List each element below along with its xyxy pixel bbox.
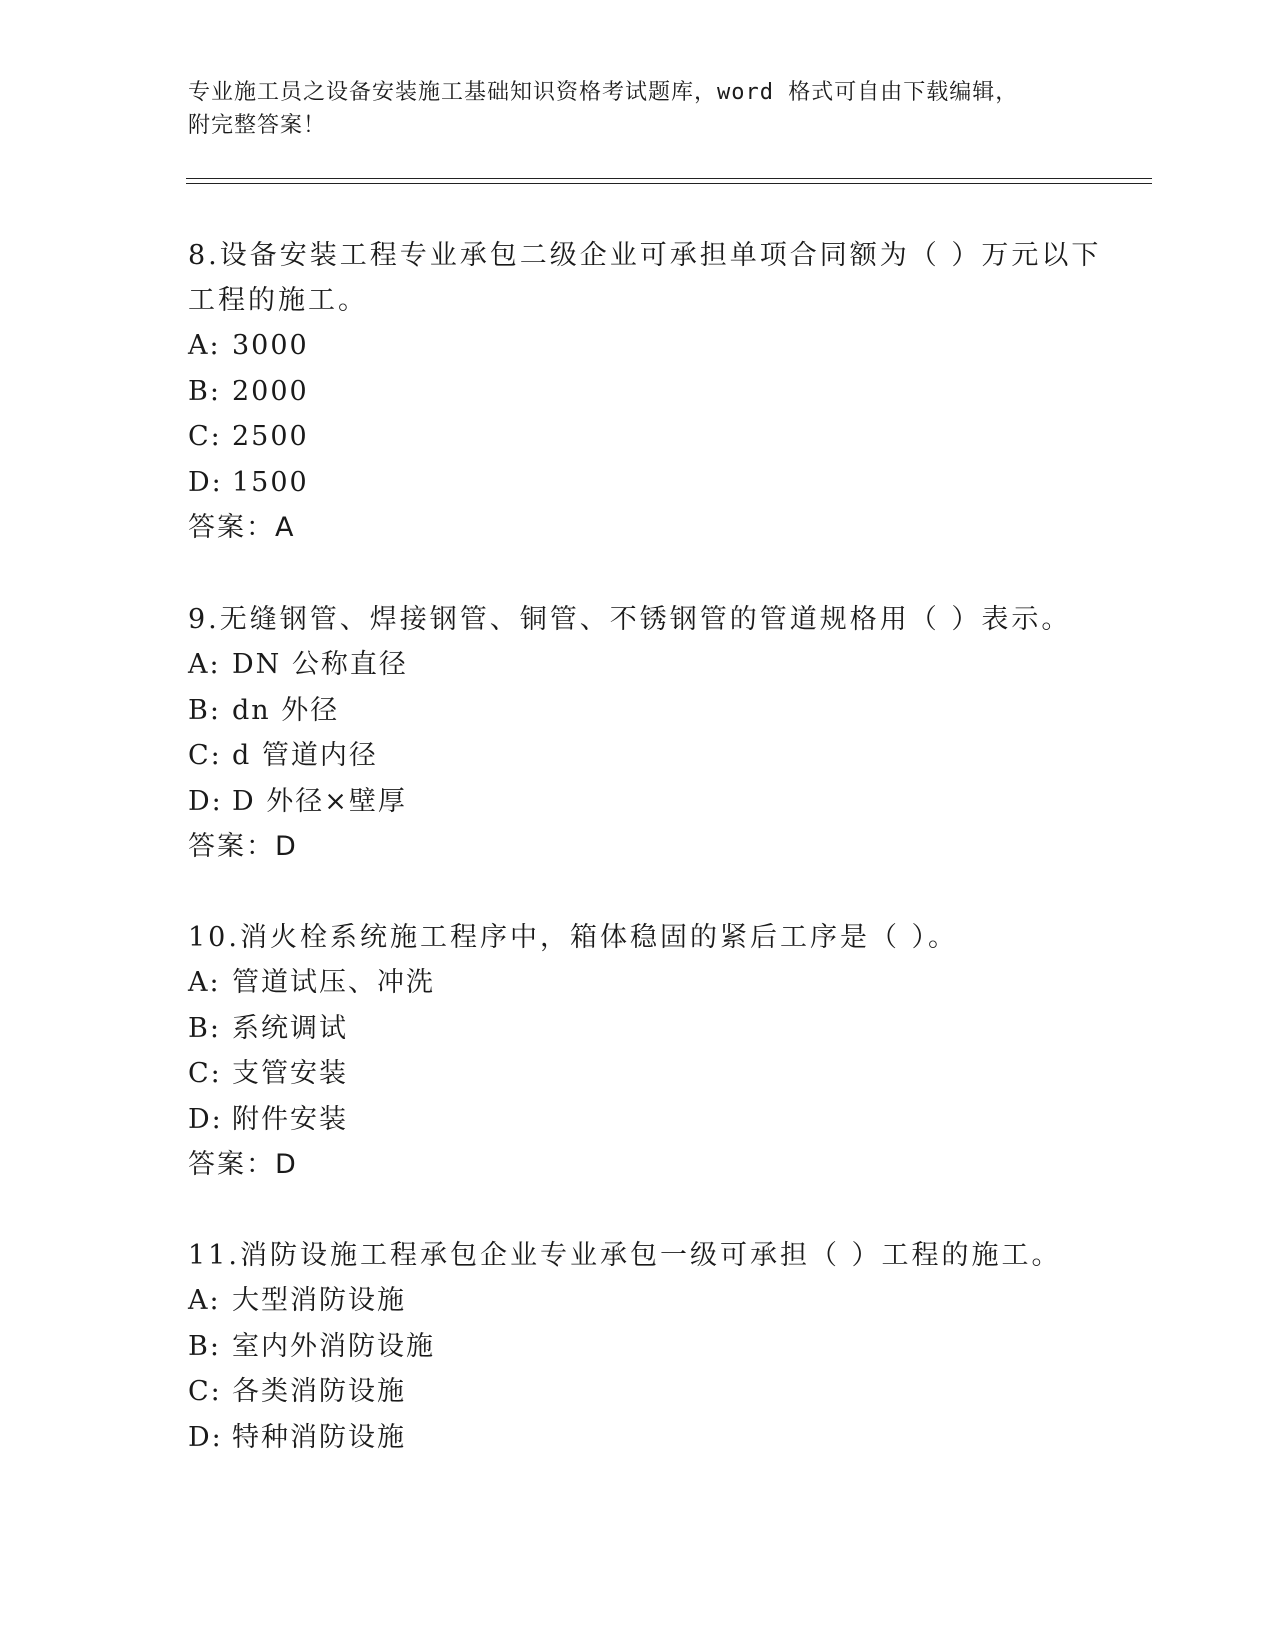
option-c <box>188 1051 1088 1097</box>
option-text: 大型消防设施 <box>232 1285 406 1316</box>
option-text: 3000 <box>232 330 309 361</box>
option-key: C: <box>188 740 222 771</box>
option-key: C: <box>188 421 222 452</box>
option-text: 1500 <box>232 466 309 498</box>
option-d <box>188 779 1088 825</box>
header-line-2: 附完整答案！ <box>188 113 327 138</box>
question-stem-continued: 工程的施工。 <box>188 285 368 316</box>
question-stem: 8.设备安装工程专业承包二级企业可承担单项合同额为（ ）万元以下 <box>188 240 1102 271</box>
option-text: DN 公称直径 <box>232 649 408 680</box>
document-header <box>188 76 1068 142</box>
option-d <box>188 460 1088 506</box>
option-text: 2500 <box>232 421 309 452</box>
option-key: C: <box>188 1058 222 1089</box>
option-key: D: <box>188 1421 223 1453</box>
option-key: D: <box>188 466 223 498</box>
answer-line: 答案：D <box>188 831 298 862</box>
question-stem: 10.消火栓系统施工程序中，箱体稳固的紧后工序是（ ）。 <box>188 922 959 953</box>
option-a <box>188 323 1088 369</box>
answer-line: 答案：D <box>188 1149 298 1180</box>
header-line-1: 专业施工员之设备安装施工基础知识资格考试题库，word 格式可自由下载编辑， <box>188 80 1019 105</box>
option-key: A: <box>188 967 221 998</box>
option-text: 室内外消防设施 <box>232 1330 435 1362</box>
question-stem: 9.无缝钢管、焊接钢管、铜管、不锈钢管的管道规格用（ ）表示。 <box>188 604 1072 635</box>
header-divider-bottom <box>186 183 1152 184</box>
option-c <box>188 1369 1088 1415</box>
option-key: C: <box>188 1376 222 1407</box>
question-8 <box>188 233 1102 551</box>
option-key: D: <box>188 785 223 817</box>
question-11 <box>188 1233 1088 1460</box>
option-text: 附件安装 <box>232 1103 348 1135</box>
option-b <box>188 1324 1088 1370</box>
option-a <box>188 960 1088 1006</box>
option-b <box>188 369 1088 415</box>
option-text: 各类消防设施 <box>232 1376 406 1407</box>
question-10 <box>188 915 1088 1188</box>
option-key: B: <box>188 1012 221 1044</box>
option-text: dn 外径 <box>232 694 340 726</box>
option-key: B: <box>188 1330 221 1362</box>
option-key: A: <box>188 1285 221 1316</box>
option-text: 特种消防设施 <box>232 1421 406 1453</box>
option-b <box>188 688 1088 734</box>
option-key: A: <box>188 649 221 680</box>
option-text: 系统调试 <box>232 1012 348 1044</box>
option-c <box>188 414 1088 460</box>
option-a <box>188 1278 1088 1324</box>
option-key: D: <box>188 1103 223 1135</box>
option-d <box>188 1415 1088 1461</box>
option-b <box>188 1006 1088 1052</box>
option-text: D 外径×壁厚 <box>232 785 407 817</box>
option-text: 管道试压、冲洗 <box>232 967 435 998</box>
question-stem: 11.消防设施工程承包企业专业承包一级可承担（ ）工程的施工。 <box>188 1240 1062 1271</box>
option-key: B: <box>188 694 221 726</box>
option-d <box>188 1097 1088 1143</box>
option-key: B: <box>188 375 221 407</box>
answer-line: 答案：A <box>188 512 296 543</box>
option-key: A: <box>188 330 221 361</box>
option-text: 支管安装 <box>232 1058 348 1089</box>
option-text: 2000 <box>232 375 309 407</box>
option-c <box>188 733 1088 779</box>
option-a <box>188 642 1088 688</box>
option-text: d 管道内径 <box>232 740 378 771</box>
header-divider-top <box>186 178 1152 179</box>
question-9 <box>188 597 1088 870</box>
